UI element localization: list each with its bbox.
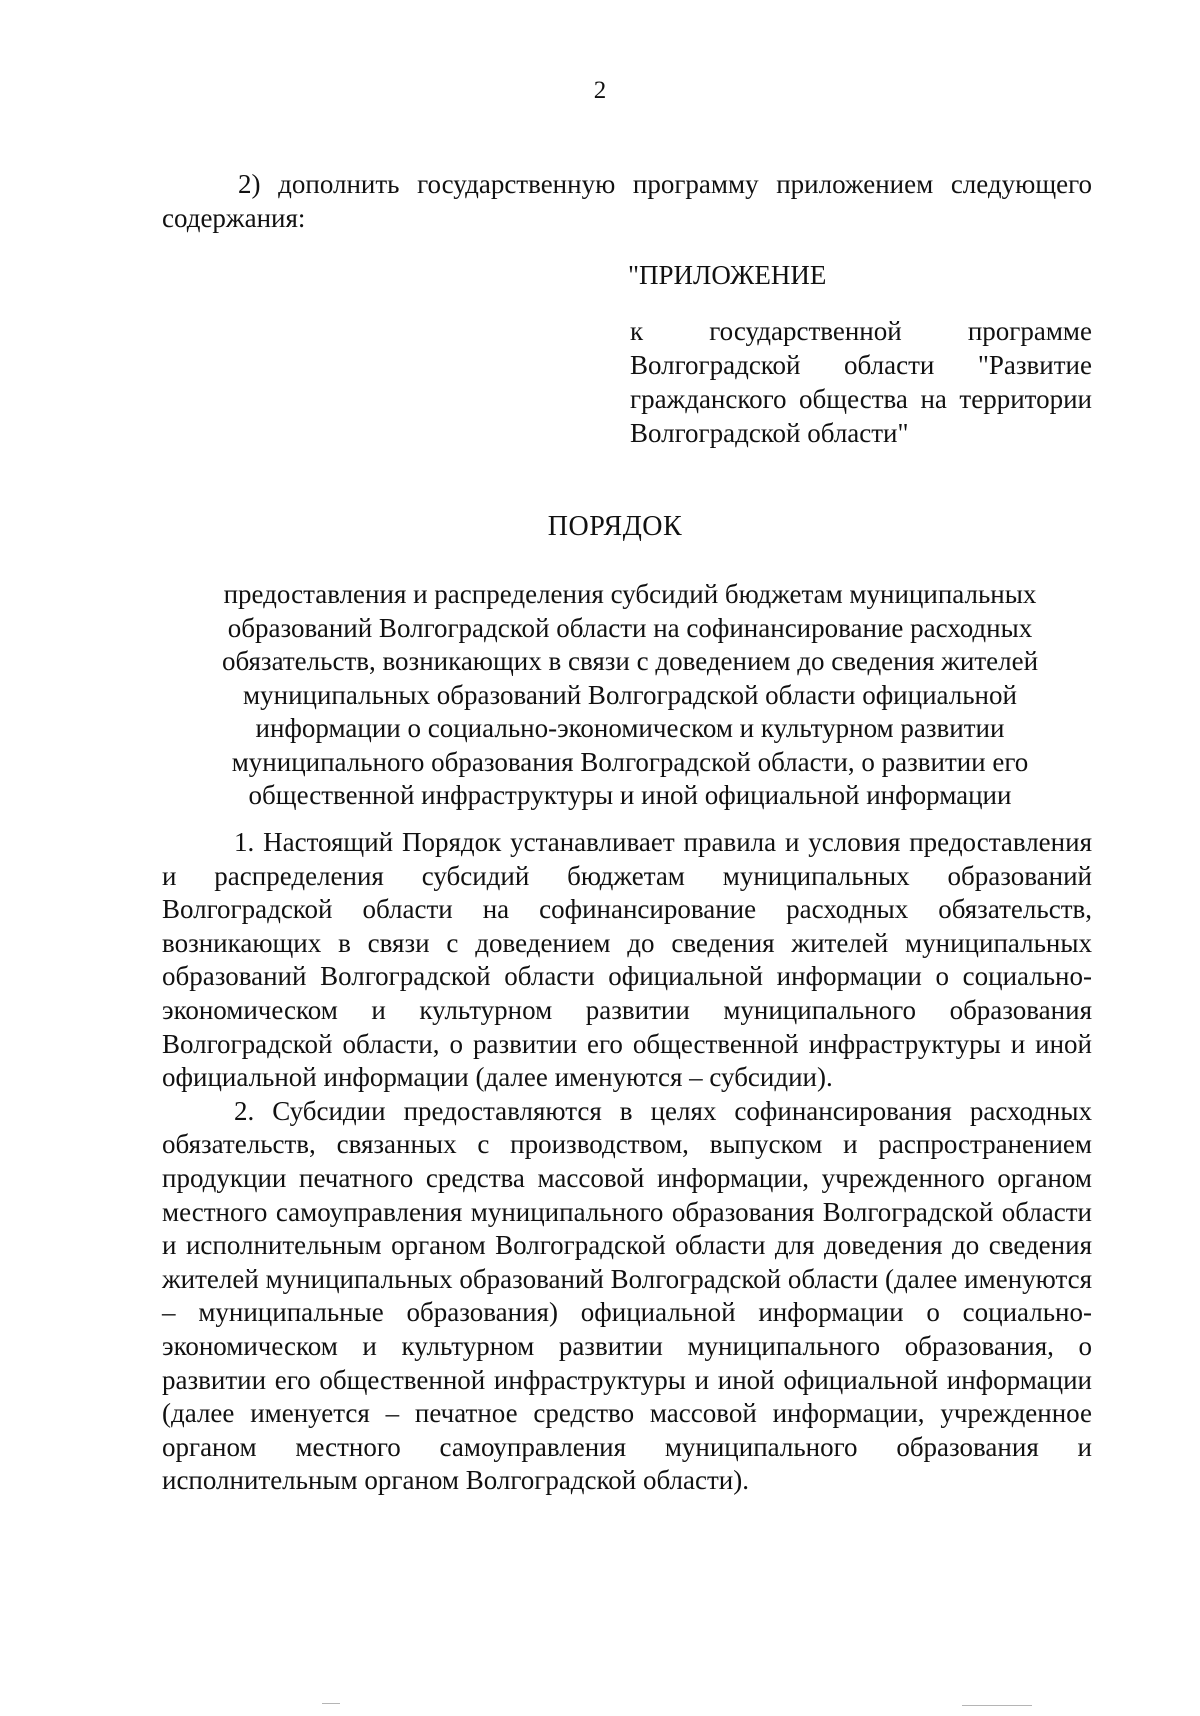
subtitle-line: информации о социально-экономическом и культурном развитии (255, 713, 1005, 743)
scan-artifacts (0, 1686, 1200, 1716)
subtitle-line: общественной инфраструктуры и иной официальной информации (248, 780, 1012, 810)
scan-speck (962, 1705, 1032, 1706)
subtitle-line: предоставления и распределения субсидий бюджетам муниципальных (223, 579, 1037, 609)
appendix-body: к государственной программе Волгоградской области "Развитие гражданского общества на территории Волгоградской области" (630, 316, 1092, 448)
page-number: 2 (593, 77, 607, 104)
paragraph-1: 1. Настоящий Порядок устанавливает правила и условия предоставления и распределения субсидий бюджетам муниципальных образований Волгоградской области на софинансирование расходных обязательств, возникающих в связи с доведением до сведения жителей муниципальных образований Волгоградской области официальной информации о социально-экономическом и культурном развитии муниципального образования Волгоградской области, о развитии его общественной инфраструктуры и иной официальной информации (далее именуются – субсидии). (162, 827, 1092, 1093)
paragraph-2: 2. Субсидии предоставляются в целях софинансирования расходных обязательств, связанных с производством, выпуском и распространением продукции печатного средства массовой информации, учрежденного органом местного самоуправления муниципального образования Волгоградской области и исполнительным органом Волгоградской области для доведения до сведения жителей муниципальных образований Волгоградской области (далее именуются – муниципальные образования) официальной информации о социально-экономическом и культурном развитии муниципального образования, о развитии его общественной инфраструктуры и иной официальной информации (далее именуется – печатное средство массовой информации, учрежденное органом местного самоуправления муниципального образования и исполнительным органом Волгоградской области). (162, 1095, 1092, 1496)
subtitle-line: обязательств, возникающих в связи с доведением до сведения жителей (221, 646, 1039, 676)
document-body (162, 826, 1092, 1498)
subtitle-line: муниципального образования Волгоградской области, о развитии его (231, 746, 1029, 777)
intro-paragraph: 2) дополнить государственную программу приложением следующего содержания: (162, 169, 1092, 233)
document-subtitle (190, 578, 1070, 813)
subtitle-line: образований Волгоградской области на софинансирование расходных (227, 612, 1033, 643)
appendix-title: "ПРИЛОЖЕНИЕ (628, 260, 827, 290)
scan-speck (322, 1703, 340, 1704)
subtitle-line: муниципальных образований Волгоградской области официальной (243, 679, 1017, 710)
document-title: ПОРЯДОК (547, 511, 683, 542)
